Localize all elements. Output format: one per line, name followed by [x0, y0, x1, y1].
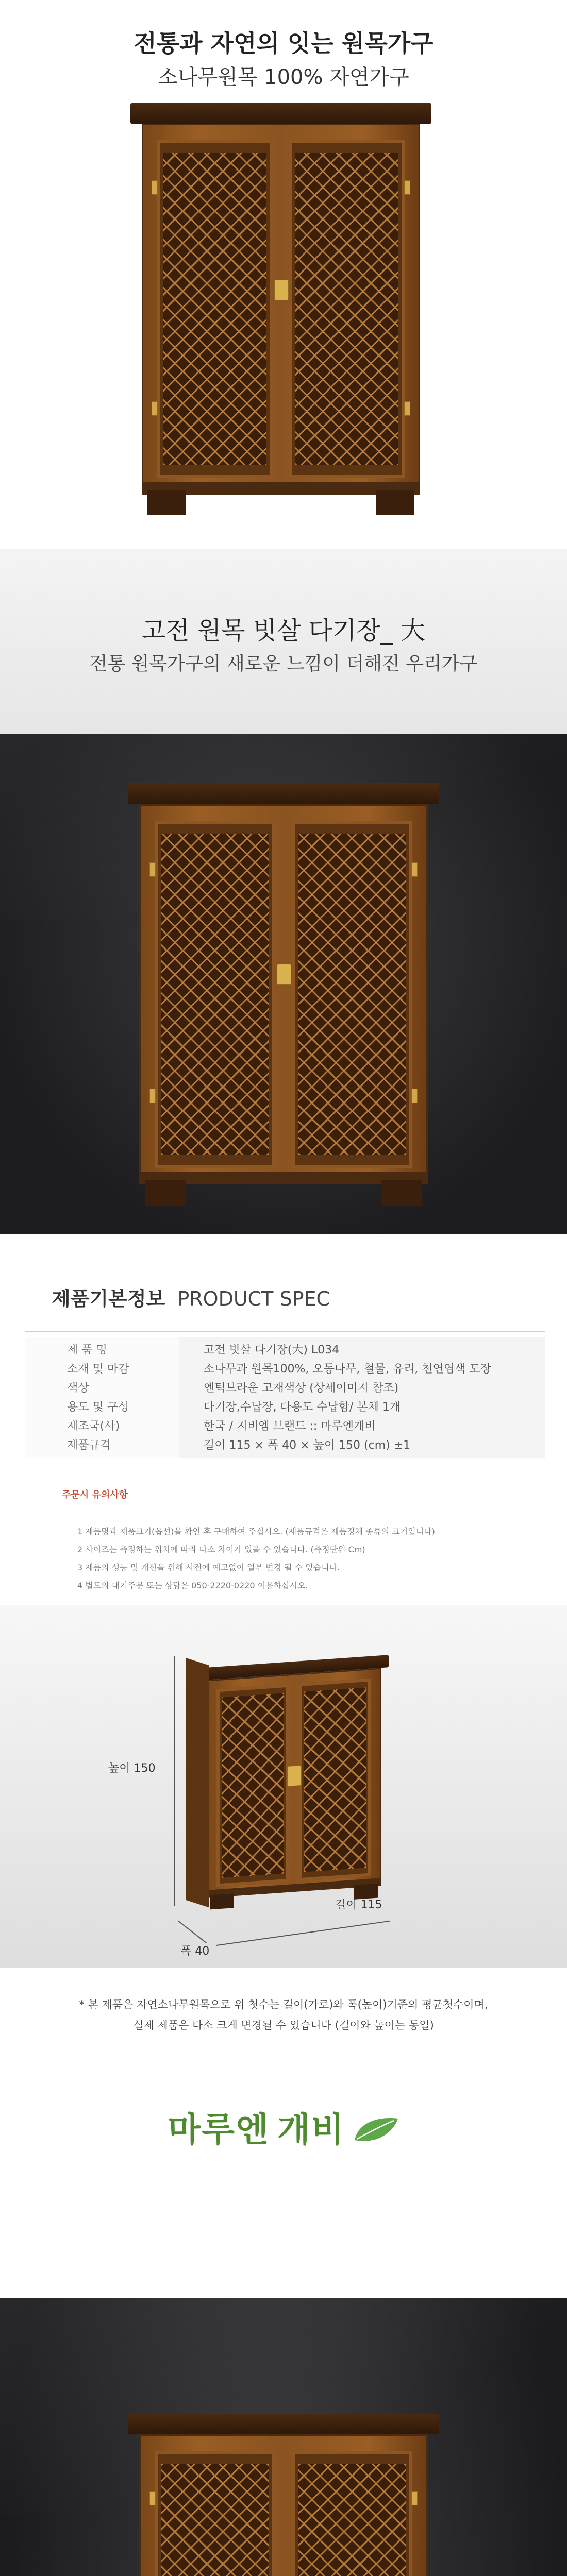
height-label: 높이 150 — [108, 1762, 156, 1775]
brand-name-part2: 개비 — [277, 2110, 345, 2149]
spec-value: 길이 115 × 폭 40 × 높이 150 (cm) ±1 — [204, 1439, 411, 1452]
leaf-icon — [353, 2116, 399, 2143]
spec-section — [0, 1234, 567, 1968]
spec-key: 제품규격 — [67, 1439, 111, 1452]
notes-list — [77, 1522, 541, 1595]
notes-heading: 주문시 유의사항 — [62, 1489, 128, 1500]
cabinet-dimension-image — [206, 1655, 381, 1910]
brand-logo — [0, 2102, 567, 2151]
spec-value: 고전 빗살 다기장(大) L034 — [204, 1344, 340, 1357]
spec-key: 소재 및 마감 — [67, 1363, 129, 1376]
spec-key: 색상 — [67, 1382, 89, 1395]
note-item: 3 제품의 성능 및 개선을 위해 사전에 예고없이 일부 변경 될 수 있습니다. — [77, 1563, 340, 1572]
dark-gallery-section — [0, 2298, 567, 2576]
hero-section — [0, 0, 567, 541]
length-label: 길이 115 — [335, 1899, 382, 1911]
note-item: 2 사이즈는 측정하는 위치에 따라 다소 차이가 있을 수 있습니다. (측정단위 Cm) — [77, 1545, 365, 1554]
disclaimer-brand-section — [0, 1968, 567, 2298]
spec-value: 다기장,수납장, 다용도 수납함/ 본체 1개 — [204, 1401, 401, 1414]
spec-value: 소나무과 원목100%, 오동나무, 철물, 유리, 천연염색 도장 — [204, 1363, 491, 1376]
spec-heading — [52, 1283, 330, 1311]
note-item: 4 별도의 대기주문 또는 상담은 050-2220-0220 이용하십시오. — [77, 1581, 308, 1590]
dark-showcase-section — [0, 734, 567, 1234]
depth-dimension-line — [177, 1920, 206, 1943]
disclaimer-line-2: 실제 제품은 다소 크게 변경될 수 있습니다 (길이와 높이는 동일) — [133, 2019, 434, 2031]
note-item: 1 제품명과 제품크기(옵션)을 확인 후 구매하여 주십시오. (제품규격은 제품정체 종류의 크기입니다) — [77, 1527, 435, 1536]
product-subtitle: 전통 원목가구의 새로운 느낌이 더해진 우리가구 — [89, 653, 478, 674]
cabinet-closed-image — [139, 2414, 428, 2576]
cabinet-showcase-image — [139, 783, 428, 1206]
hero-title: 전통과 자연의 잇는 원목가구 — [134, 29, 433, 57]
spec-key: 제조국(사) — [67, 1420, 120, 1433]
spec-key: 용도 및 구성 — [67, 1401, 129, 1414]
height-dimension-line — [174, 1656, 175, 1906]
brand-name-part1: 마루엔 — [168, 2110, 270, 2149]
dimension-panel — [0, 1605, 567, 1968]
spec-key: 제 품 명 — [67, 1344, 107, 1357]
disclaimer-line-1: * 본 제품은 자연소나무원목으로 위 첫수는 길이(가로)와 폭(높이)기준의 평균첫수이며, — [79, 1998, 488, 2011]
hero-subtitle: 소나무원목 100% 자연가구 — [158, 65, 409, 89]
product-title: 고전 원목 빗살 다기장_ 大 — [141, 616, 426, 645]
spec-heading-en: PRODUCT SPEC — [177, 1287, 330, 1310]
product-header-band — [0, 549, 567, 734]
spec-divider — [25, 1331, 545, 1332]
spec-value: 엔틱브라운 고재색상 (상세이미지 참조) — [204, 1382, 399, 1395]
cabinet-side-panel — [186, 1658, 209, 1908]
cabinet-front-image — [142, 103, 420, 515]
depth-label: 폭 40 — [180, 1945, 210, 1958]
length-dimension-line — [216, 1921, 390, 1946]
spec-value: 한국 / 지비엠 브랜드 :: 마루엔개비 — [204, 1420, 376, 1433]
spec-heading-ko: 제품기본정보 — [52, 1287, 165, 1310]
